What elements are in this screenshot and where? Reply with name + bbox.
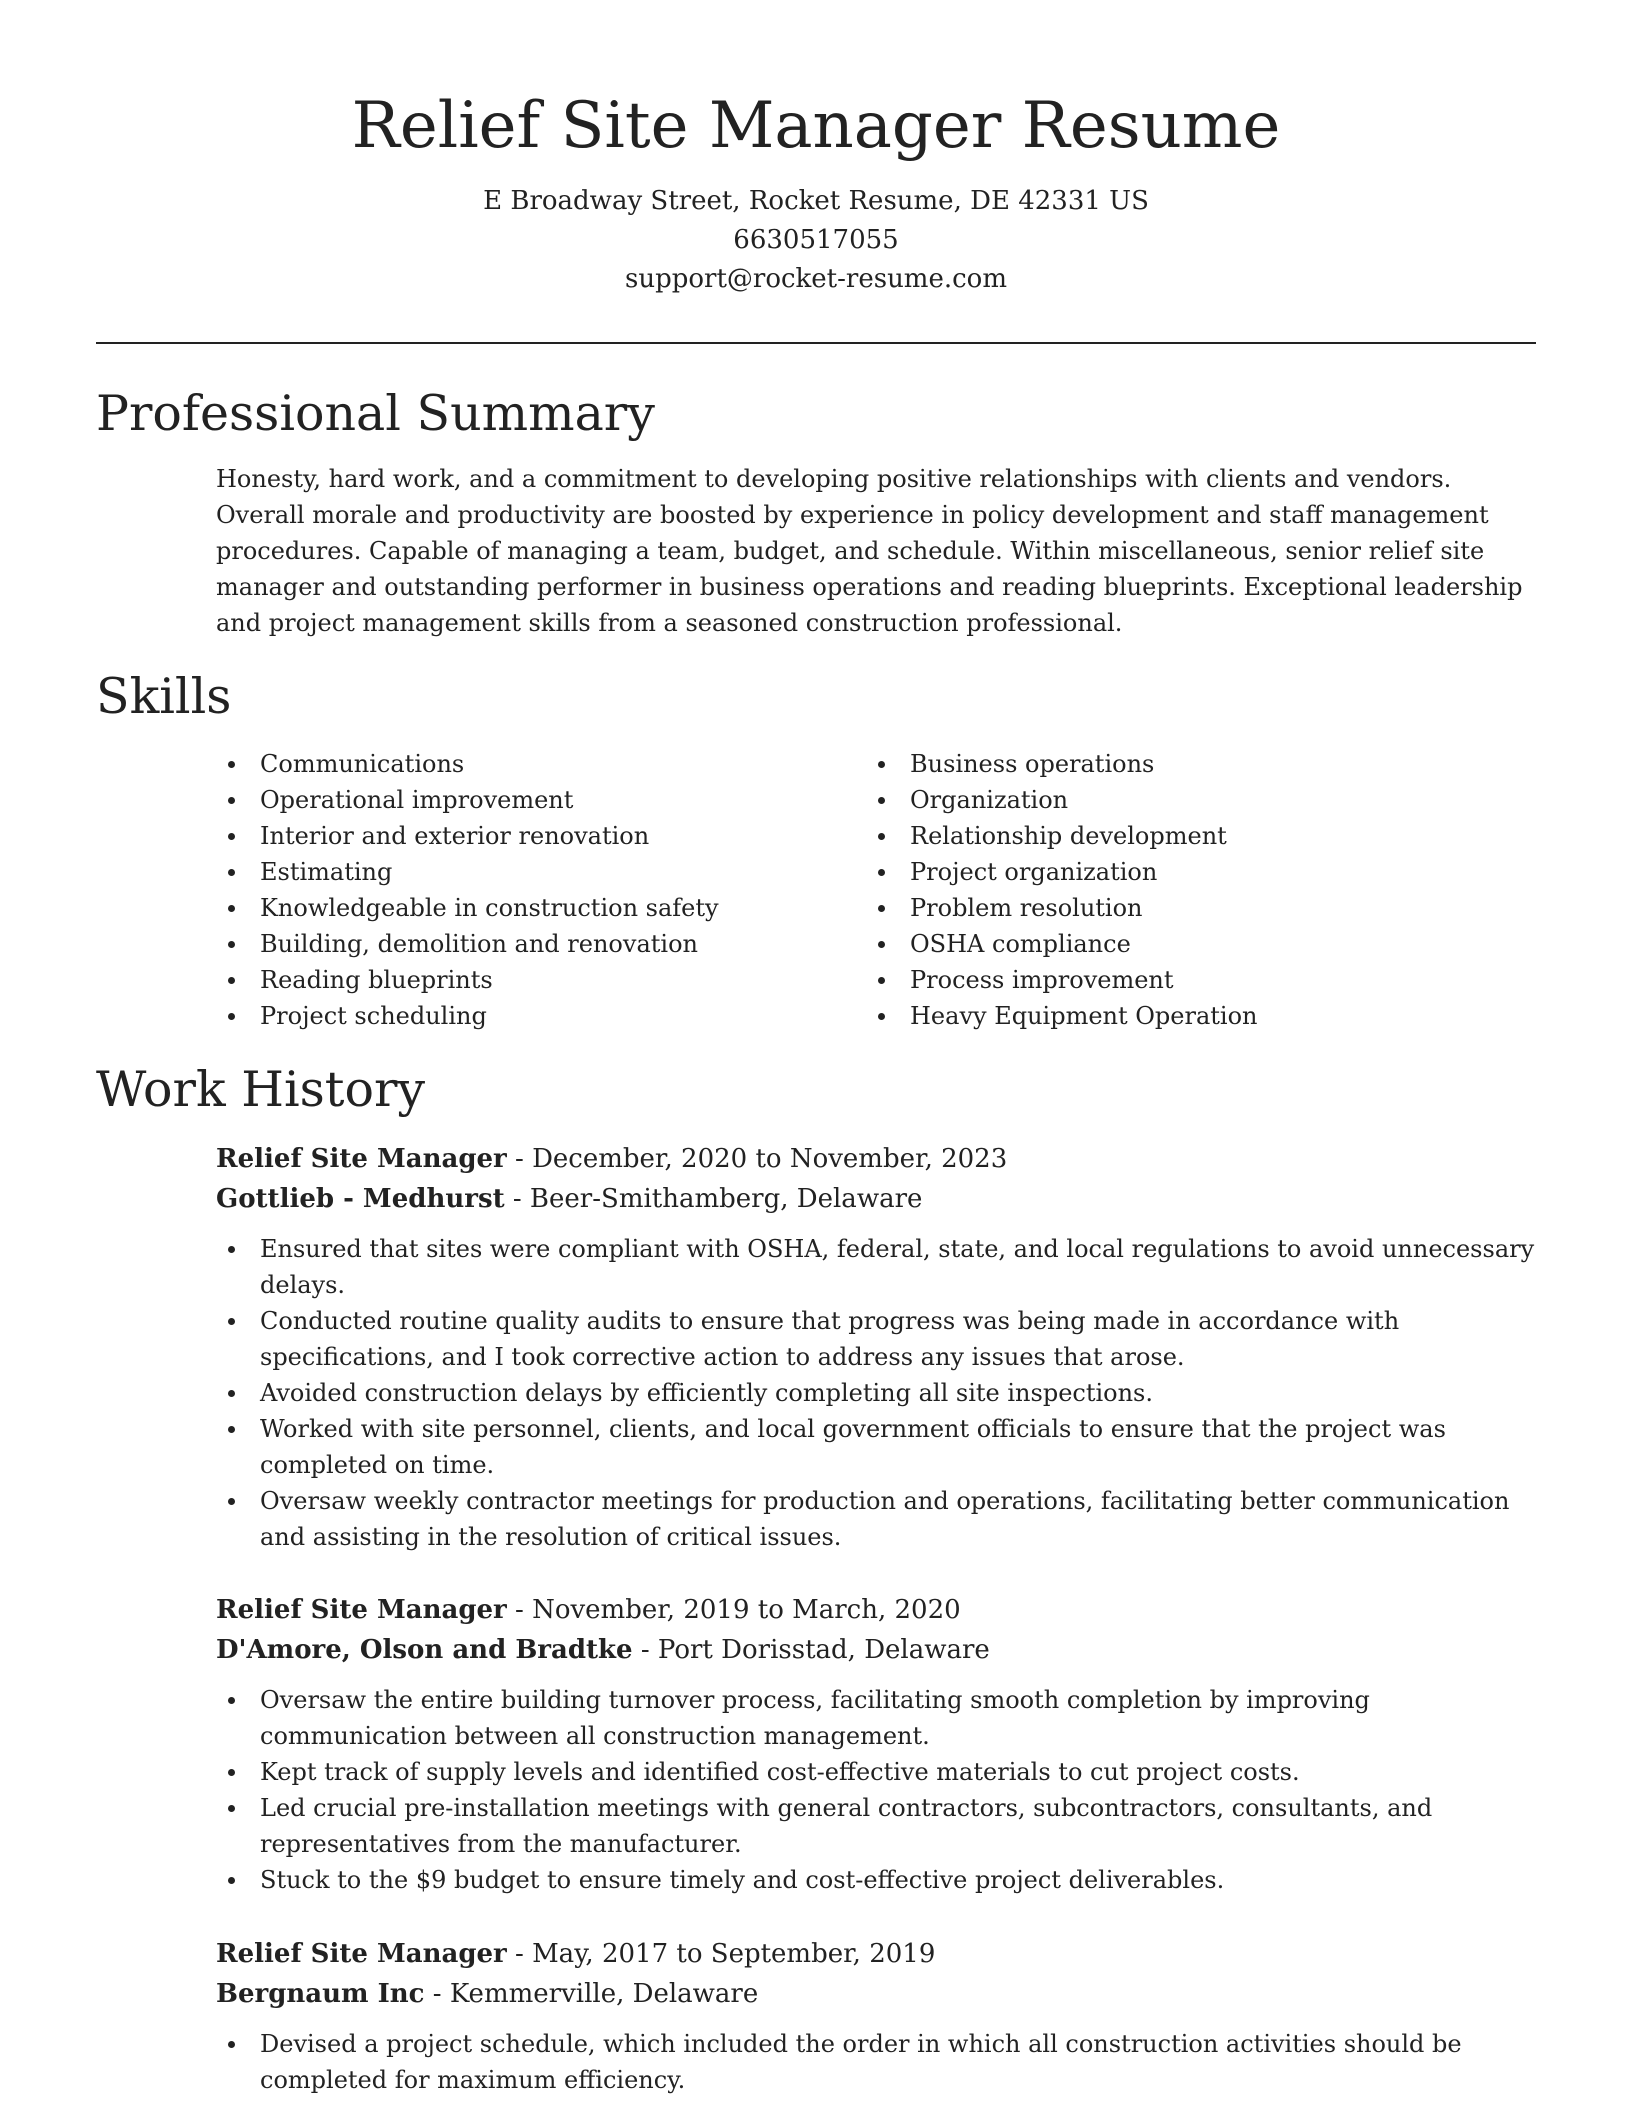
job-duty: Ensured that sites were compliant with OSHA, federal, state, and local regulations to avoid unnecessary delays. <box>216 1231 1536 1303</box>
skills-heading: Skills <box>96 668 232 725</box>
skill-item: Interior and exterior renovation <box>216 818 866 854</box>
skill-item: Operational improvement <box>216 782 866 818</box>
contact-email: support@rocket-resume.com <box>624 264 1007 294</box>
job-duty: Kept track of supply levels and identified cost-effective materials to cut project costs. <box>216 1754 1536 1790</box>
job-duty: Stuck to the $9 budget to ensure timely and cost-effective project deliverables. <box>216 1862 1536 1898</box>
header-divider <box>96 342 1536 344</box>
skills-column-left <box>216 746 866 1034</box>
summary-text: Honesty, hard work, and a commitment to developing positive relationships with clients and vendors. Overall morale and productivity are boosted by experience in policy development and staff management procedures. Capable of managing a team, budget, and schedule. Within miscellaneous, senior relief site manager and outstanding performer in business operations and reading blueprints. Exceptional leadership and project management skills from a seasoned construction professional. <box>216 465 1523 637</box>
skills-list <box>216 746 1536 1034</box>
job-location: - Port Dorisstad, Delaware <box>632 1635 990 1665</box>
resume-title: Relief Site Manager Resume <box>351 89 1281 163</box>
job-duties <box>216 2026 1536 2098</box>
work-history-heading: Work History <box>96 1061 426 1118</box>
job-company-line <box>216 1630 1536 1670</box>
job-duty: Worked with site personnel, clients, and local government officials to ensure that the project was completed on time. <box>216 1411 1536 1483</box>
job-location: - Kemmerville, Delaware <box>424 1979 759 2009</box>
skill-item: Building, demolition and renovation <box>216 926 866 962</box>
job-duty: Avoided construction delays by efficiently completing all site inspections. <box>216 1375 1536 1411</box>
skill-item: Knowledgeable in construction safety <box>216 890 866 926</box>
job-title-line <box>216 1934 1536 1974</box>
skill-item: Problem resolution <box>866 890 1526 926</box>
job-entry <box>216 1139 1536 1555</box>
job-dates: - November, 2019 to March, 2020 <box>506 1595 961 1625</box>
job-title: Relief Site Manager <box>216 1595 507 1625</box>
job-title-line <box>216 1139 1536 1179</box>
skills-column-right <box>866 746 1526 1034</box>
job-title: Relief Site Manager <box>216 1144 507 1174</box>
skill-item: Heavy Equipment Operation <box>866 998 1526 1034</box>
contact-address: E Broadway Street, Rocket Resume, DE 42331 US <box>483 186 1149 216</box>
job-duties <box>216 1682 1536 1898</box>
contact-info <box>0 182 1632 299</box>
job-company-line <box>216 1974 1536 2014</box>
job-entry <box>216 1934 1536 2098</box>
job-duty: Oversaw the entire building turnover process, facilitating smooth completion by improving communication between all construction management. <box>216 1682 1536 1754</box>
job-duty: Conducted routine quality audits to ensure that progress was being made in accordance with specifications, and I took corrective action to address any issues that arose. <box>216 1303 1536 1375</box>
skill-item: Business operations <box>866 746 1526 782</box>
job-company: Gottlieb - Medhurst <box>216 1184 505 1214</box>
job-dates: - May, 2017 to September, 2019 <box>506 1939 936 1969</box>
job-duties <box>216 1231 1536 1555</box>
job-company: D'Amore, Olson and Bradtke <box>216 1635 633 1665</box>
job-title: Relief Site Manager <box>216 1939 507 1969</box>
job-duty: Led crucial pre-installation meetings with general contractors, subcontractors, consultants, and representatives from the manufacturer. <box>216 1790 1536 1862</box>
job-company-line <box>216 1179 1536 1219</box>
job-title-line <box>216 1590 1536 1630</box>
contact-phone: 6630517055 <box>733 225 899 255</box>
skill-item: Reading blueprints <box>216 962 866 998</box>
job-duty: Devised a project schedule, which included the order in which all construction activities should be completed for maximum efficiency. <box>216 2026 1536 2098</box>
job-entry <box>216 1590 1536 1898</box>
job-duty: Oversaw weekly contractor meetings for production and operations, facilitating better communication and assisting in the resolution of critical issues. <box>216 1483 1536 1555</box>
job-company: Bergnaum Inc <box>216 1979 425 2009</box>
skill-item: Relationship development <box>866 818 1526 854</box>
skill-item: Communications <box>216 746 866 782</box>
skill-item: Project scheduling <box>216 998 866 1034</box>
summary-heading: Professional Summary <box>96 385 655 442</box>
skill-item: Project organization <box>866 854 1526 890</box>
resume-header <box>0 0 1632 299</box>
skill-item: Estimating <box>216 854 866 890</box>
skill-item: Organization <box>866 782 1526 818</box>
job-dates: - December, 2020 to November, 2023 <box>506 1144 1008 1174</box>
skill-item: OSHA compliance <box>866 926 1526 962</box>
job-location: - Beer-Smithamberg, Delaware <box>504 1184 923 1214</box>
skill-item: Process improvement <box>866 962 1526 998</box>
